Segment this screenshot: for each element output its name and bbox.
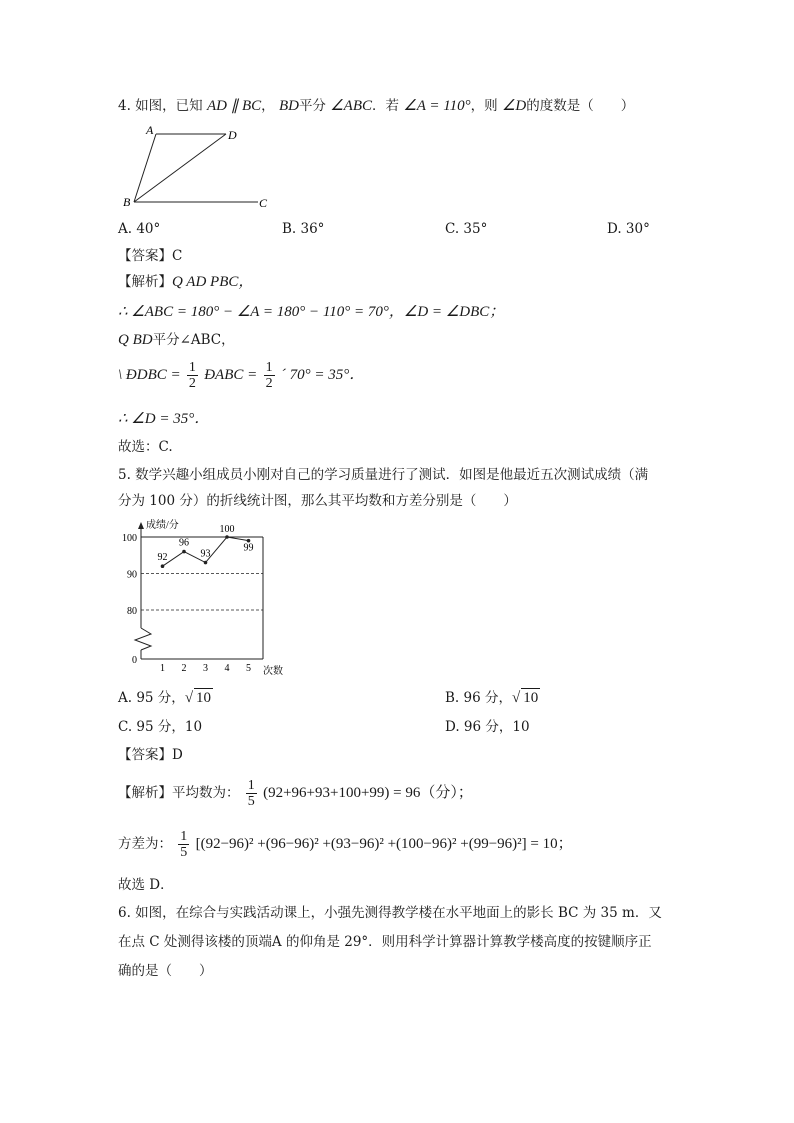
x-tick-label-3: 3 bbox=[203, 663, 208, 674]
q4-solution-3: Q BD平分∠ABC， bbox=[118, 332, 235, 348]
y-tick-label-80: 80 bbox=[127, 606, 137, 617]
q4-option-c: C. 35° bbox=[445, 221, 488, 237]
data-label-2: 96 bbox=[179, 537, 189, 549]
y-tick-label-100: 100 bbox=[122, 533, 137, 544]
x-tick-label-1: 1 bbox=[160, 663, 165, 674]
point-d-label: D bbox=[228, 128, 237, 142]
q5-stem-line2: 分为 100 分）的折线统计图，那么其平均数和方差分别是（ ） bbox=[118, 493, 517, 509]
q5-option-d: D. 96 分，10 bbox=[445, 719, 530, 735]
x-axis-label: 次数 bbox=[263, 666, 283, 677]
q4-solution-2: ∴ ∠ABC = 180° − ∠A = 180° − 110° = 70°，∠D = ∠DBC； bbox=[118, 304, 505, 320]
q4-solution-6: 故选：C. bbox=[118, 439, 173, 455]
q4-option-a: A. 40° bbox=[118, 221, 161, 237]
x-tick-label-5: 5 bbox=[246, 663, 251, 674]
y-tick-label-0: 0 bbox=[132, 655, 137, 666]
point-c-label: C bbox=[259, 196, 268, 210]
q5-option-c: C. 95 分，10 bbox=[118, 719, 203, 735]
point-a-label: A bbox=[146, 123, 154, 137]
q4-option-d: D. 30° bbox=[607, 221, 650, 237]
q4-solution-5: ∴ ∠D = 35°． bbox=[118, 411, 210, 427]
fraction-one-fifth-2: $\frac{1}{5}$ bbox=[180, 829, 188, 860]
q5-solution-mean: 【解析】平均数为： $\frac{1}{5}$ (92+96+93+100+99) = 96（分）； bbox=[118, 778, 473, 809]
axis-break-mark bbox=[135, 628, 151, 650]
q5-answer: 【答案】D bbox=[118, 747, 183, 763]
q4-stem: 4. 如图，已知 AD ∥ BC， BD平分 ∠ABC．若 ∠A = 110°，则 ∠D的度数是（ ） bbox=[118, 98, 635, 114]
score-line-chart bbox=[118, 516, 293, 680]
data-point-1 bbox=[161, 564, 165, 568]
q4-figure bbox=[120, 122, 280, 214]
data-label-4: 100 bbox=[219, 524, 235, 535]
x-tick-label-2: 2 bbox=[181, 663, 187, 674]
data-point-4 bbox=[225, 535, 229, 539]
q5-choose: 故选 D． bbox=[118, 877, 174, 893]
q4-solution-4: \ ÐDBC = $\frac{1}{2}$ ÐABC = $\frac{1}{2}$ ´ 70° = 35°． bbox=[118, 360, 365, 391]
x-tick-label-4: 4 bbox=[224, 663, 230, 674]
q6-stem-line1: 6. 如图，在综合与实践活动课上，小强先测得教学楼在水平地面上的影长 BC 为 35 m．又 bbox=[118, 905, 662, 921]
point-b-label: B bbox=[123, 195, 131, 209]
q5-stem-line1: 5. 数学兴趣小组成员小刚对自己的学习质量进行了测试．如图是他最近五次测试成绩（满 bbox=[118, 467, 649, 483]
q5-option-b: B. 96 分，√ 10 bbox=[445, 690, 539, 706]
q6-stem-line2: 在点 C 处测得该楼的顶端A 的仰角是 29°．则用科学计算器计算教学楼高度的按键顺序正 bbox=[118, 934, 652, 950]
y-axis-arrow bbox=[138, 522, 144, 529]
y-axis-label: 成绩/分 bbox=[146, 520, 179, 531]
q5-option-a: A. 95 分，√ 10 bbox=[118, 690, 212, 706]
data-label-1: 92 bbox=[157, 552, 168, 564]
q6-stem-line3: 确的是（ ） bbox=[118, 963, 213, 979]
q4-solution-1: 【解析】Q AD PBC， bbox=[118, 274, 254, 290]
q5-solution-variance: 方差为： $\frac{1}{5}$ [(92−96)² +(96−96)² +(93−96)² +(100−96)² +(99−96)²] = 10； bbox=[118, 829, 573, 860]
data-point-2 bbox=[182, 550, 186, 554]
y-tick-label-90: 90 bbox=[127, 569, 137, 581]
data-label-5: 99 bbox=[243, 542, 254, 554]
fraction-one-fifth: $\frac{1}{5}$ bbox=[247, 778, 255, 809]
data-point-3 bbox=[204, 561, 208, 565]
q4-option-b: B. 36° bbox=[282, 221, 325, 237]
fraction-one-half-2: $\frac{1}{2}$ bbox=[265, 360, 273, 391]
data-label-3: 93 bbox=[200, 548, 211, 560]
q4-answer: 【答案】C bbox=[118, 248, 183, 264]
fraction-one-half: $\frac{1}{2}$ bbox=[188, 360, 196, 391]
